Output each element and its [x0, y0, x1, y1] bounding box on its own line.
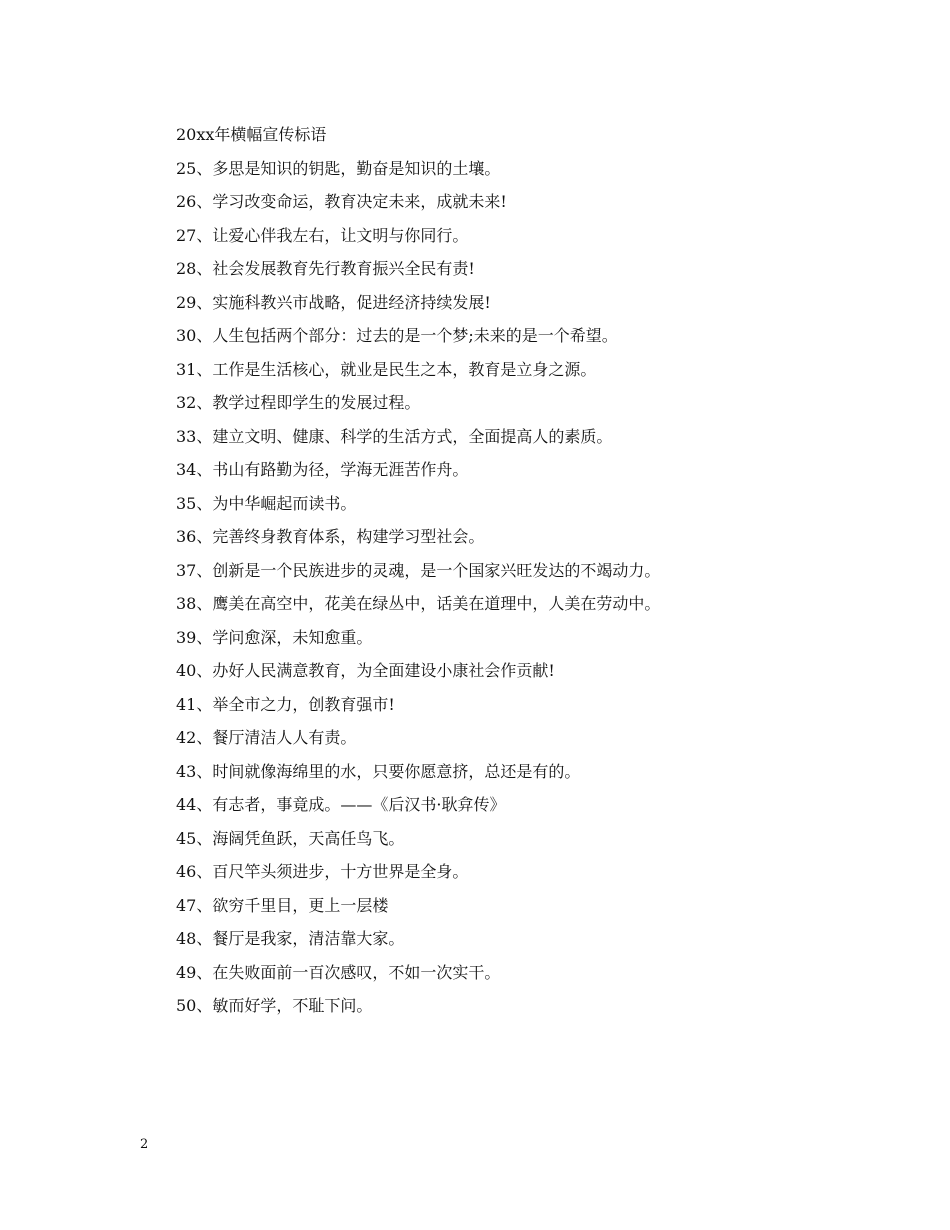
slogan-line: 28、社会发展教育先行教育振兴全民有责! — [176, 259, 475, 278]
slogan-line: 34、书山有路勤为径，学海无涯苦作舟。 — [176, 460, 469, 479]
slogan-line: 27、让爱心伴我左右，让文明与你同行。 — [176, 225, 469, 245]
slogan-line: 31、工作是生活核心，就业是民生之本，教育是立身之源。 — [176, 359, 597, 379]
slogan-line: 42、餐厅清洁人人有责。 — [176, 728, 357, 747]
slogan-line: 30、人生包括两个部分：过去的是一个梦;未来的是一个希望。 — [176, 326, 618, 345]
slogan-line: 47、欲穷千里目，更上一层楼 — [176, 895, 389, 915]
slogan-line: 25、多思是知识的钥匙，勤奋是知识的土壤。 — [176, 158, 501, 178]
slogan-line: 38、鹰美在高空中，花美在绿丛中，话美在道理中，人美在劳动中。 — [176, 594, 661, 613]
slogan-line: 37、创新是一个民族进步的灵魂，是一个国家兴旺发达的不竭动力。 — [176, 560, 661, 580]
slogan-line: 49、在失败面前一百次感叹，不如一次实干。 — [176, 962, 501, 982]
slogan-line: 44、有志者，事竟成。——《后汉书·耿弇传》 — [176, 795, 506, 814]
slogan-line: 32、教学过程即学生的发展过程。 — [176, 393, 421, 412]
slogan-line: 36、完善终身教育体系，构建学习型社会。 — [176, 527, 485, 546]
slogan-line: 35、为中华崛起而读书。 — [176, 493, 357, 513]
slogan-line: 29、实施科教兴市战略，促进经济持续发展! — [176, 292, 491, 312]
slogan-line: 41、举全市之力，创教育强市! — [176, 694, 395, 714]
page-number: 2 — [140, 1137, 149, 1152]
slogan-line: 45、海阔凭鱼跃，天高任鸟飞。 — [176, 828, 405, 848]
slogan-line: 43、时间就像海绵里的水，只要你愿意挤，总还是有的。 — [176, 761, 581, 781]
slogan-line: 46、百尺竿头须进步，十方世界是全身。 — [176, 862, 469, 881]
slogan-line: 39、学问愈深，未知愈重。 — [176, 627, 373, 647]
document-title: 20xx年横幅宣传标语 — [176, 125, 327, 144]
document-body — [176, 118, 876, 1023]
slogan-line: 26、学习改变命运，教育决定未来，成就未来! — [176, 192, 507, 211]
slogan-line: 48、餐厅是我家，清洁靠大家。 — [176, 929, 405, 948]
slogan-line: 40、办好人民满意教育，为全面建设小康社会作贡献! — [176, 661, 555, 680]
slogan-line: 33、建立文明、健康、科学的生活方式，全面提高人的素质。 — [176, 426, 613, 446]
slogan-line: 50、敏而好学，不耻下问。 — [176, 996, 373, 1015]
